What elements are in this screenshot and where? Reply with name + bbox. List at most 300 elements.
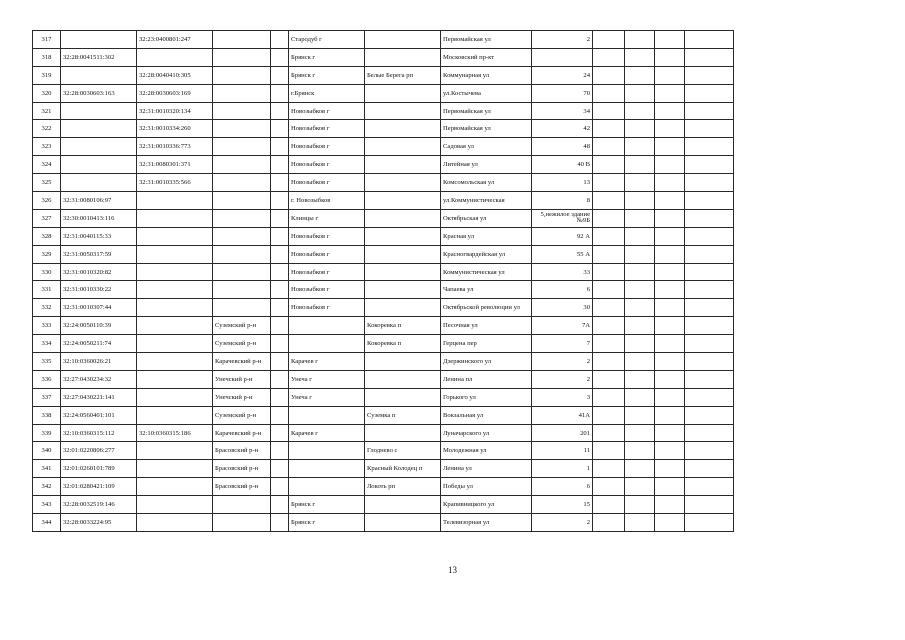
table-cell: [655, 353, 685, 371]
table-cell: [365, 48, 441, 66]
table-cell: [625, 370, 655, 388]
table-cell: [655, 281, 685, 299]
table-cell: [625, 460, 655, 478]
table-cell: [685, 138, 734, 156]
table-cell: [655, 317, 685, 335]
table-cell: [365, 84, 441, 102]
table-cell: [271, 335, 289, 353]
table-cell: Новозыбков г: [289, 299, 365, 317]
table-cell: [625, 317, 655, 335]
table-cell: 32:31:0010335:566: [137, 174, 213, 192]
table-cell: ул.Костычева: [441, 84, 532, 102]
table-cell: [685, 335, 734, 353]
table-cell: [593, 460, 625, 478]
table-cell: Карачев г: [289, 424, 365, 442]
table-cell: [271, 478, 289, 496]
table-cell: [593, 245, 625, 263]
table-cell: [213, 138, 271, 156]
table-cell: [213, 263, 271, 281]
table-cell: [593, 192, 625, 210]
table-cell: [289, 335, 365, 353]
table-cell: [271, 388, 289, 406]
table-cell: Суземский р-н: [213, 406, 271, 424]
table-cell: 32:27:0430234:32: [61, 370, 137, 388]
table-cell: Коммунистическая ул: [441, 263, 532, 281]
table-cell: 32:01:0280421:109: [61, 478, 137, 496]
table-cell: [365, 120, 441, 138]
table-cell: [593, 335, 625, 353]
table-row: [33, 496, 734, 514]
table-cell: [655, 263, 685, 281]
table-cell: 6: [532, 281, 593, 299]
table-cell: 32:28:0040410:305: [137, 66, 213, 84]
table-cell: [271, 227, 289, 245]
table-cell: [685, 48, 734, 66]
table-cell: 32:27:0430221:141: [61, 388, 137, 406]
table-cell: [365, 370, 441, 388]
table-cell: г.Брянск: [289, 84, 365, 102]
table-cell: Суземка п: [365, 406, 441, 424]
page-number: 13: [448, 565, 457, 575]
table-cell: [137, 442, 213, 460]
table-cell: [685, 209, 734, 227]
table-cell: [685, 227, 734, 245]
table-row: [33, 31, 734, 49]
table-cell: Крапивницкого ул: [441, 496, 532, 514]
table-cell: [625, 281, 655, 299]
table-cell: [137, 209, 213, 227]
table-cell: [685, 388, 734, 406]
table-cell: [655, 478, 685, 496]
table-cell: 32:24:0050211:74: [61, 335, 137, 353]
table-row: [33, 174, 734, 192]
table-cell: [685, 120, 734, 138]
table-cell: [685, 370, 734, 388]
table-row: [33, 120, 734, 138]
table-cell: [593, 66, 625, 84]
table-cell: 33: [532, 263, 593, 281]
table-cell: [365, 263, 441, 281]
table-cell: [655, 514, 685, 532]
table-cell: [365, 174, 441, 192]
table-cell: 336: [33, 370, 61, 388]
table-cell: Первомайская ул: [441, 102, 532, 120]
table-cell: 32:28:0033224:95: [61, 514, 137, 532]
table-cell: [625, 514, 655, 532]
table-cell: [365, 388, 441, 406]
table-cell: [213, 48, 271, 66]
table-cell: 32:10:0360315:186: [137, 424, 213, 442]
table-cell: 337: [33, 388, 61, 406]
table-cell: [137, 192, 213, 210]
table-cell: 334: [33, 335, 61, 353]
table-cell: [61, 102, 137, 120]
table-row: [33, 460, 734, 478]
table-cell: [593, 156, 625, 174]
table-cell: 341: [33, 460, 61, 478]
table-cell: Стародуб г: [289, 31, 365, 49]
table-cell: [655, 31, 685, 49]
table-cell: 55 А: [532, 245, 593, 263]
table-cell: Садовая ул: [441, 138, 532, 156]
table-cell: [365, 424, 441, 442]
table-cell: [271, 281, 289, 299]
table-cell: Ленина ул: [441, 460, 532, 478]
table-cell: [271, 84, 289, 102]
table-cell: 32:31:0010334:260: [137, 120, 213, 138]
table-cell: Красногвардейская ул: [441, 245, 532, 263]
table-cell: [61, 156, 137, 174]
table-cell: 338: [33, 406, 61, 424]
table-cell: 32:31:0080301:371: [137, 156, 213, 174]
table-cell: Телевизорная ул: [441, 514, 532, 532]
table-cell: 40 В: [532, 156, 593, 174]
table-cell: [593, 31, 625, 49]
table-cell: [655, 120, 685, 138]
table-cell: 340: [33, 442, 61, 460]
table-cell: [213, 514, 271, 532]
table-cell: 41А: [532, 406, 593, 424]
data-table: [32, 30, 734, 532]
table-cell: 325: [33, 174, 61, 192]
table-cell: [271, 496, 289, 514]
table-cell: 329: [33, 245, 61, 263]
table-cell: 32:28:0041511:302: [61, 48, 137, 66]
table-cell: Первомайская ул: [441, 31, 532, 49]
table-row: [33, 138, 734, 156]
table-cell: 32:28:0030603:169: [137, 84, 213, 102]
table-cell: [655, 209, 685, 227]
table-cell: [137, 514, 213, 532]
table-cell: [685, 66, 734, 84]
table-cell: 322: [33, 120, 61, 138]
table-cell: 2: [532, 514, 593, 532]
table-cell: [685, 192, 734, 210]
table-cell: [625, 496, 655, 514]
table-cell: [685, 31, 734, 49]
table-cell: [532, 48, 593, 66]
table-cell: [213, 227, 271, 245]
table-cell: Карачевский р-н: [213, 424, 271, 442]
table-cell: [289, 442, 365, 460]
table-row: [33, 478, 734, 496]
table-cell: Клинцы г: [289, 209, 365, 227]
table-cell: 32:28:0030603:163: [61, 84, 137, 102]
table-cell: [655, 245, 685, 263]
table-cell: [365, 192, 441, 210]
table-cell: [271, 263, 289, 281]
table-cell: [213, 156, 271, 174]
table-cell: [655, 299, 685, 317]
table-cell: [593, 209, 625, 227]
table-cell: 343: [33, 496, 61, 514]
table-cell: [213, 66, 271, 84]
table-cell: [593, 48, 625, 66]
table-cell: [137, 460, 213, 478]
table-row: [33, 353, 734, 371]
table-cell: [685, 156, 734, 174]
table-cell: Коммунарная ул: [441, 66, 532, 84]
table-cell: [625, 335, 655, 353]
table-row: [33, 66, 734, 84]
table-cell: Брянск г: [289, 514, 365, 532]
table-cell: [137, 263, 213, 281]
table-cell: 320: [33, 84, 61, 102]
table-cell: [593, 353, 625, 371]
table-cell: [655, 102, 685, 120]
table-cell: [685, 442, 734, 460]
table-cell: 331: [33, 281, 61, 299]
table-cell: [625, 138, 655, 156]
table-cell: [137, 227, 213, 245]
table-cell: 323: [33, 138, 61, 156]
table-cell: [365, 353, 441, 371]
table-cell: [685, 478, 734, 496]
table-cell: [271, 138, 289, 156]
table-cell: 42: [532, 120, 593, 138]
table-row: [33, 317, 734, 335]
table-cell: Унеча г: [289, 370, 365, 388]
table-cell: [213, 174, 271, 192]
table-cell: 24: [532, 66, 593, 84]
table-cell: 8: [532, 192, 593, 210]
table-cell: [365, 496, 441, 514]
table-cell: [61, 66, 137, 84]
table-cell: [655, 335, 685, 353]
table-cell: 319: [33, 66, 61, 84]
table-cell: [271, 66, 289, 84]
table-cell: [625, 388, 655, 406]
table-cell: [213, 209, 271, 227]
table-cell: Суземский р-н: [213, 317, 271, 335]
table-cell: Молодежная ул: [441, 442, 532, 460]
table-cell: [213, 192, 271, 210]
table-cell: [271, 299, 289, 317]
table-cell: Унечский р-н: [213, 370, 271, 388]
table-body: [33, 31, 734, 532]
table-cell: [593, 138, 625, 156]
table-cell: 32:01:0220806:277: [61, 442, 137, 460]
table-cell: Комсомольская ул: [441, 174, 532, 192]
table-cell: Брасовский р-н: [213, 478, 271, 496]
table-cell: [685, 496, 734, 514]
table-cell: Первомайская ул: [441, 120, 532, 138]
table-cell: 15: [532, 496, 593, 514]
table-cell: Песочная ул: [441, 317, 532, 335]
table-cell: 32:10:0360315:112: [61, 424, 137, 442]
table-cell: [271, 514, 289, 532]
table-cell: Брянск г: [289, 66, 365, 84]
table-cell: [271, 209, 289, 227]
table-cell: [625, 192, 655, 210]
table-cell: [137, 48, 213, 66]
table-cell: [655, 84, 685, 102]
table-cell: [655, 424, 685, 442]
table-cell: 30: [532, 299, 593, 317]
table-cell: 342: [33, 478, 61, 496]
table-cell: Новозыбков г: [289, 245, 365, 263]
table-cell: [625, 156, 655, 174]
table-cell: [655, 138, 685, 156]
table-cell: [289, 478, 365, 496]
table-cell: 321: [33, 102, 61, 120]
table-cell: [271, 460, 289, 478]
table-cell: [625, 299, 655, 317]
table-cell: [137, 388, 213, 406]
table-cell: 32:31:0040115:33: [61, 227, 137, 245]
table-cell: [593, 424, 625, 442]
table-cell: [625, 209, 655, 227]
table-cell: 332: [33, 299, 61, 317]
table-cell: [213, 245, 271, 263]
table-cell: 32:24:0560401:101: [61, 406, 137, 424]
table-cell: 2: [532, 353, 593, 371]
table-cell: 32:31:0080106:97: [61, 192, 137, 210]
table-cell: [593, 281, 625, 299]
table-cell: [271, 156, 289, 174]
table-cell: 34: [532, 102, 593, 120]
table-cell: [685, 353, 734, 371]
table-cell: [213, 120, 271, 138]
table-cell: 32:28:0032519:146: [61, 496, 137, 514]
table-cell: [655, 388, 685, 406]
table-cell: [593, 514, 625, 532]
table-row: [33, 281, 734, 299]
table-cell: [289, 317, 365, 335]
table-cell: 2: [532, 31, 593, 49]
table-cell: [625, 406, 655, 424]
table-row: [33, 263, 734, 281]
table-cell: [289, 460, 365, 478]
table-cell: Локоть рп: [365, 478, 441, 496]
table-cell: Новозыбков г: [289, 138, 365, 156]
table-cell: [625, 424, 655, 442]
table-cell: [685, 460, 734, 478]
table-cell: [365, 514, 441, 532]
table-cell: Брасовский р-н: [213, 460, 271, 478]
table-cell: [685, 174, 734, 192]
table-cell: Октябрьской революции ул: [441, 299, 532, 317]
table-cell: [655, 442, 685, 460]
table-cell: [137, 406, 213, 424]
table-cell: Унечский р-н: [213, 388, 271, 406]
table-cell: 330: [33, 263, 61, 281]
table-row: [33, 388, 734, 406]
table-cell: [625, 353, 655, 371]
table-cell: [685, 263, 734, 281]
table-cell: 32:24:0050110:39: [61, 317, 137, 335]
table-cell: 339: [33, 424, 61, 442]
table-cell: [685, 317, 734, 335]
table-cell: [655, 460, 685, 478]
table-cell: [685, 424, 734, 442]
table-row: [33, 442, 734, 460]
table-cell: [61, 120, 137, 138]
table-cell: Брасовский р-н: [213, 442, 271, 460]
table-cell: Октябрьская ул: [441, 209, 532, 227]
table-cell: [625, 227, 655, 245]
table-cell: [593, 317, 625, 335]
table-cell: [593, 496, 625, 514]
table-cell: Глоднево с: [365, 442, 441, 460]
table-cell: [655, 496, 685, 514]
table-cell: 3: [532, 388, 593, 406]
table-cell: Новозыбков г: [289, 281, 365, 299]
table-cell: [365, 209, 441, 227]
table-cell: [137, 370, 213, 388]
table-cell: Победы ул: [441, 478, 532, 496]
table-row: [33, 406, 734, 424]
table-cell: Новозыбков г: [289, 102, 365, 120]
table-cell: Кокоревка п: [365, 317, 441, 335]
table-cell: [213, 102, 271, 120]
table-cell: [593, 263, 625, 281]
table-cell: [271, 31, 289, 49]
table-cell: 48: [532, 138, 593, 156]
table-cell: [685, 514, 734, 532]
table-cell: Новозыбков г: [289, 174, 365, 192]
table-cell: Красный Колодец п: [365, 460, 441, 478]
table-cell: [593, 370, 625, 388]
table-cell: [271, 353, 289, 371]
table-cell: Новозыбков г: [289, 227, 365, 245]
table-cell: [625, 31, 655, 49]
table-cell: [625, 174, 655, 192]
table-cell: [137, 335, 213, 353]
table-cell: 1: [532, 460, 593, 478]
table-cell: [365, 156, 441, 174]
table-cell: [365, 299, 441, 317]
table-cell: Герцена пер: [441, 335, 532, 353]
table-cell: [593, 227, 625, 245]
table-cell: [271, 102, 289, 120]
table-cell: [213, 31, 271, 49]
table-row: [33, 370, 734, 388]
table-cell: 32:31:0010320:82: [61, 263, 137, 281]
table-cell: 344: [33, 514, 61, 532]
table-cell: [271, 174, 289, 192]
table-cell: 335: [33, 353, 61, 371]
table-cell: [213, 281, 271, 299]
table-cell: Московский пр-кт: [441, 48, 532, 66]
table-row: [33, 156, 734, 174]
table-cell: Луначарского ул: [441, 424, 532, 442]
table-cell: 13: [532, 174, 593, 192]
table-row: [33, 102, 734, 120]
table-cell: Белые Берега рп: [365, 66, 441, 84]
table-cell: Красная ул: [441, 227, 532, 245]
table-cell: 201: [532, 424, 593, 442]
table-cell: 328: [33, 227, 61, 245]
table-cell: [625, 84, 655, 102]
table-cell: [137, 317, 213, 335]
table-cell: [213, 299, 271, 317]
table-cell: [137, 299, 213, 317]
table-cell: [685, 406, 734, 424]
table-cell: 324: [33, 156, 61, 174]
table-cell: Литейная ул: [441, 156, 532, 174]
table-cell: [655, 66, 685, 84]
table-cell: Ленина пл: [441, 370, 532, 388]
table-cell: 327: [33, 209, 61, 227]
table-cell: [213, 496, 271, 514]
table-cell: [271, 424, 289, 442]
table-cell: 318: [33, 48, 61, 66]
table-cell: 32:31:0010336:773: [137, 138, 213, 156]
table-row: [33, 209, 734, 227]
table-cell: Горького ул: [441, 388, 532, 406]
table-cell: [289, 406, 365, 424]
